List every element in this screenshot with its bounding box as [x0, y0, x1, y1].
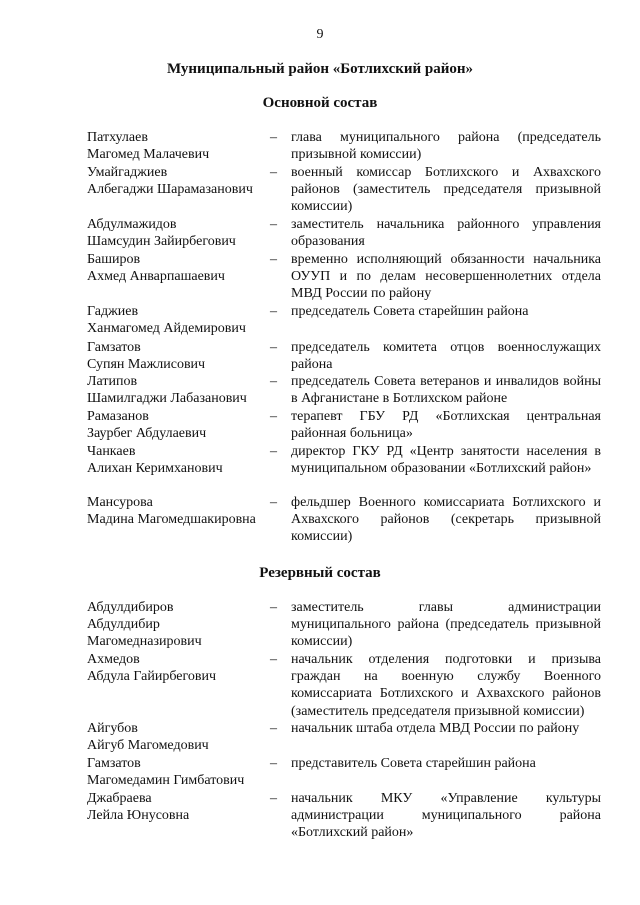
member-role: директор ГКУ РД «Центр занятости населения в муниципальном образовании «Ботлихский район»	[291, 444, 601, 477]
dash: –	[270, 304, 277, 319]
dash: –	[270, 444, 277, 459]
member-name: Айгубов Айгуб Магомедович	[87, 721, 209, 754]
member-name: Гаджиев Ханмагомед Айдемирович	[87, 304, 246, 337]
member-role: председатель Совета старейшин района	[291, 304, 529, 319]
member-name: Мансурова Мадина Магомедшакировна	[87, 495, 256, 528]
dash: –	[270, 756, 277, 771]
dash: –	[270, 495, 277, 510]
member-role: представитель Совета старейшин района	[291, 756, 536, 771]
member-role: начальник штаба отдела МВД России по району	[291, 721, 580, 736]
dash: –	[270, 791, 277, 806]
member-role: глава муниципального района (председатель призывной комиссии)	[291, 130, 601, 163]
member-role: временно исполняющий обязанности начальника ОУУП и по делам несовершеннолетних отдела МВД России по району	[291, 252, 601, 302]
dash: –	[270, 600, 277, 615]
member-name: Джабраева Лейла Юнусовна	[87, 791, 190, 824]
member-role: заместитель главы администрации муниципального района (председатель призывной комиссии)	[291, 600, 601, 650]
member-role: заместитель начальника районного управления образования	[291, 217, 601, 250]
member-name: Умайгаджиев Албегаджи Шарамазанович	[87, 165, 253, 198]
member-role: председатель комитета отцов военнослужащих района	[291, 340, 601, 373]
member-name: Абдулмажидов Шамсудин Зайирбегович	[87, 217, 236, 250]
member-role: терапевт ГБУ РД «Ботлихская центральная районная больница»	[291, 409, 601, 442]
member-name: Гамзатов Магомедамин Гимбатович	[87, 756, 245, 789]
member-role: начальник МКУ «Управление культуры администрации муниципального района «Ботлихский район»	[291, 791, 601, 841]
member-name: Ахмедов Абдула Гайирбегович	[87, 652, 217, 685]
reserve-section-heading: Резервный состав	[259, 565, 381, 581]
member-role: председатель Совета ветеранов и инвалидов войны в Афганистане в Ботлихском районе	[291, 374, 601, 407]
member-name: Патхулаев Магомед Малачевич	[87, 130, 210, 163]
dash: –	[270, 652, 277, 667]
dash: –	[270, 374, 277, 389]
dash: –	[270, 409, 277, 424]
member-name: Гамзатов Супян Мажлисович	[87, 340, 206, 373]
member-name: Латипов Шамилгаджи Лабазанович	[87, 374, 247, 407]
dash: –	[270, 252, 277, 267]
dash: –	[270, 165, 277, 180]
member-name: Баширов Ахмед Анварпашаевич	[87, 252, 225, 285]
member-role: фельдшер Военного комиссариата Ботлихского и Ахвахского районов (секретарь призывной комиссии)	[291, 495, 601, 545]
member-role: военный комиссар Ботлихского и Ахвахского районов (заместитель председателя призывной комиссии)	[291, 165, 601, 215]
dash: –	[270, 340, 277, 355]
dash: –	[270, 721, 277, 736]
main-section-heading: Основной состав	[262, 95, 378, 111]
document-title: Муниципальный район «Ботлихский район»	[166, 61, 474, 77]
member-name: Чанкаев Алихан Керимханович	[87, 444, 223, 477]
dash: –	[270, 130, 277, 145]
page-number: 9	[316, 27, 324, 42]
dash: –	[270, 217, 277, 232]
member-name: Абдулдибиров Абдулдибир Магомедназирович	[87, 600, 202, 650]
member-role: начальник отделения подготовки и призыва граждан на военную службу Военного комиссариата Ботлихского и Ахвахского районов (заместитель председателя призывной комиссии)	[291, 652, 601, 719]
member-name: Рамазанов Заурбег Абдулаевич	[87, 409, 207, 442]
